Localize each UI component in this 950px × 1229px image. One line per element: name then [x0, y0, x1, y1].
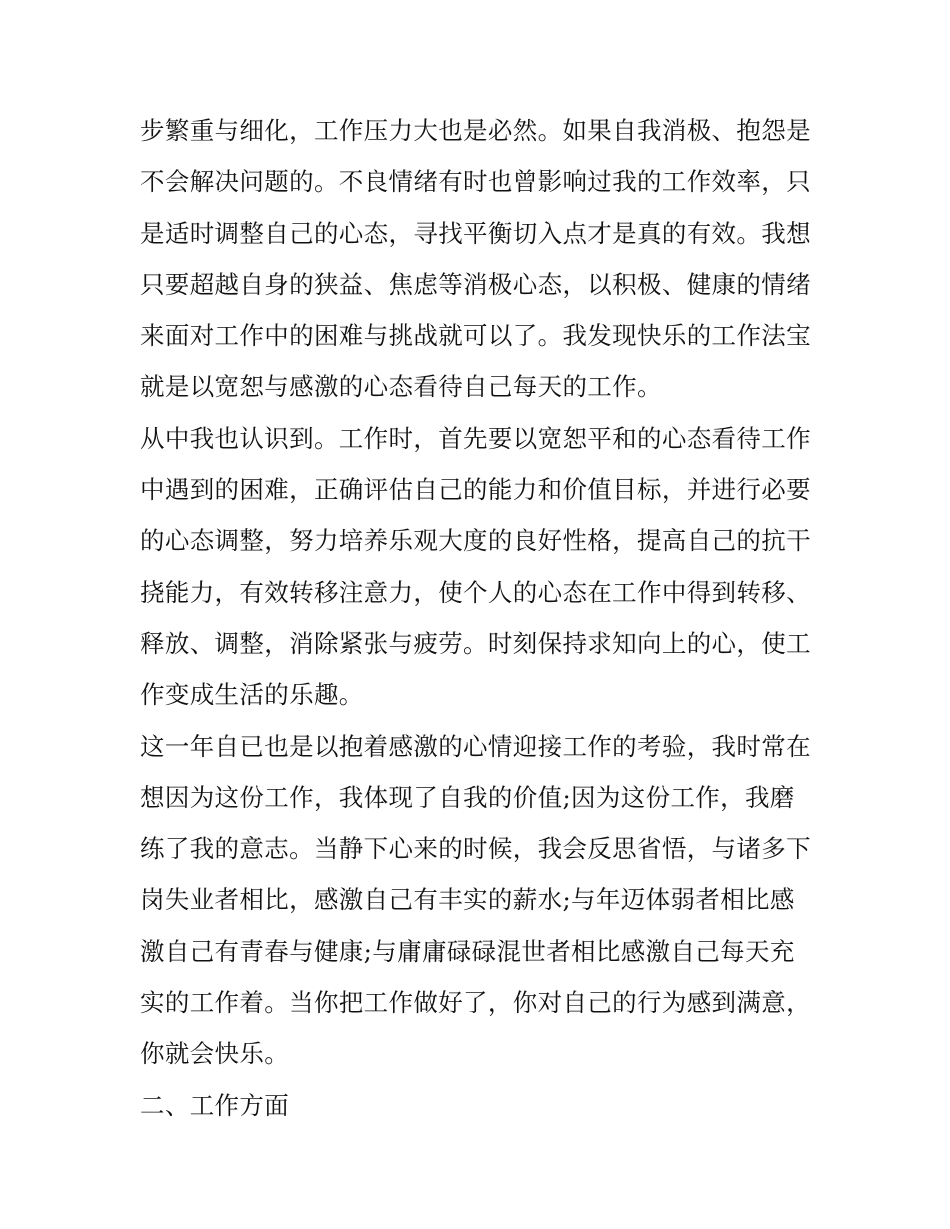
text-line: 步繁重与细化，工作压力大也是必然。如果自我消极、抱怨是 [140, 116, 811, 145]
text-line: 中遇到的困难，正确评估自己的能力和价值目标，并进行必要 [140, 475, 811, 505]
text-line: 实的工作着。当你把工作做好了，你对自己的行为感到满意， [140, 988, 811, 1018]
text-line: 从中我也认识到。工作时，首先要以宽恕平和的心态看待工作 [140, 423, 811, 453]
paragraph [140, 413, 820, 721]
text-line: 这一年自已也是以抱着感激的心情迎接工作的考验，我时常在 [140, 731, 811, 761]
text-line: 只要超越自身的狭益、焦虑等消极心态，以积极、健康的情绪 [140, 269, 811, 299]
text-line: 二、工作方面 [140, 1090, 290, 1120]
paragraph [140, 721, 820, 1080]
text-line: 释放、调整，消除紧张与疲劳。时刻保持求知向上的心，使工 [140, 628, 811, 658]
text-line: 练了我的意志。当静下心来的时候，我会反思省悟，与诸多下 [140, 834, 811, 864]
document-body [140, 105, 820, 1131]
text-line: 不会解决问题的。不良情绪有时也曾影响过我的工作效率，只 [140, 167, 811, 197]
text-line: 是适时调整自己的心态，寻找平衡切入点才是真的有效。我想 [140, 218, 811, 248]
section-heading [140, 1080, 820, 1131]
text-line: 的心态调整，努力培养乐观大度的良好性格，提高自己的抗干 [140, 526, 811, 556]
text-line: 作变成生活的乐趣。 [140, 680, 364, 710]
text-line: 你就会快乐。 [140, 1039, 290, 1069]
text-line: 来面对工作中的困难与挑战就可以了。我发现快乐的工作法宝 [140, 321, 811, 351]
text-line: 挠能力，有效转移注意力，使个人的心态在工作中得到转移、 [140, 577, 811, 607]
paragraph [140, 105, 820, 413]
text-line: 想因为这份工作，我体现了自我的价值;因为这份工作，我磨 [140, 782, 795, 812]
text-line: 就是以宽恕与感激的心态看待自己每天的工作。 [140, 372, 662, 402]
text-line: 激自己有青春与健康;与庸庸碌碌混世者相比感激自己每天充 [140, 936, 795, 966]
text-line: 岗失业者相比，感激自己有丰实的薪水;与年迈体弱者相比感 [140, 885, 795, 915]
